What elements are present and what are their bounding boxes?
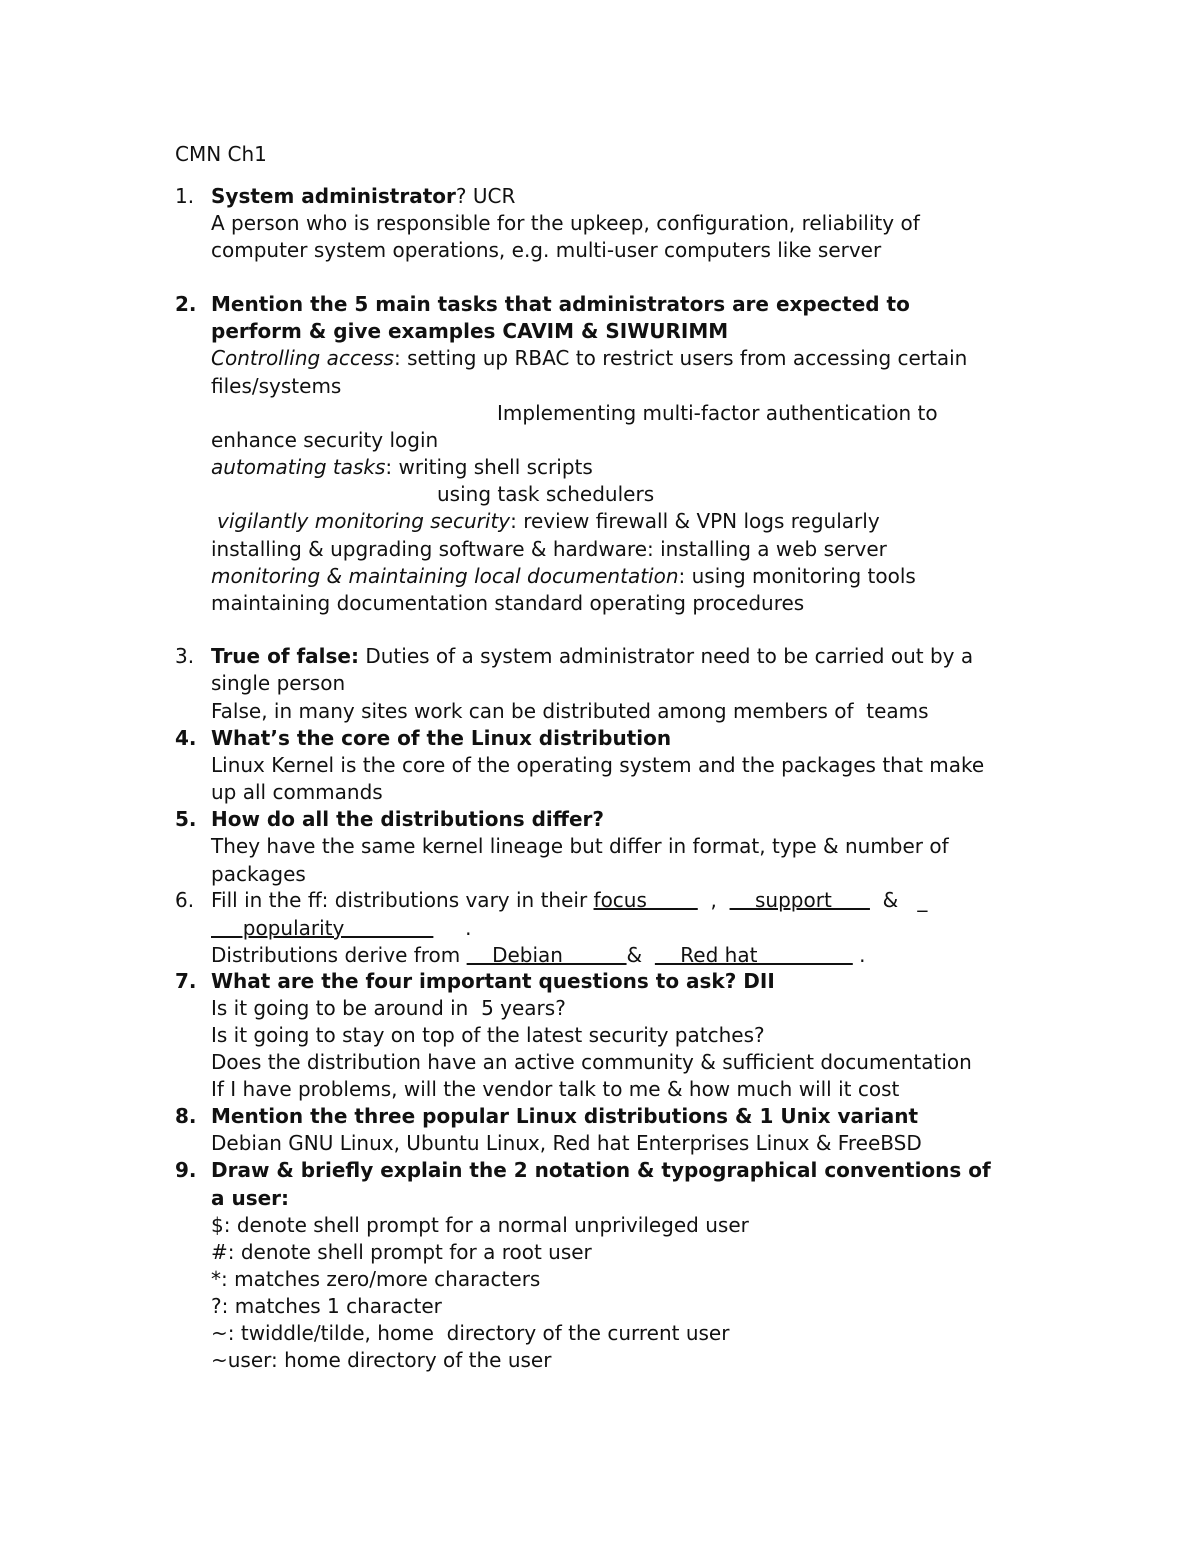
question-tail: ? UCR [455, 184, 516, 208]
item-number: 3. [175, 644, 195, 668]
task-label: monitoring & maintaining local documentation [211, 564, 679, 588]
answer-line: maintaining documentation standard operating procedures [211, 591, 805, 615]
question-8: Mention the three popular Linux distributions & 1 Unix variant [211, 1104, 919, 1128]
answer-line: A person who is responsible for the upkeep, configuration, reliability of [211, 211, 920, 235]
task-label: Controlling access [211, 346, 394, 370]
question-9-line: a user: [211, 1186, 290, 1210]
item-number: 9. [175, 1158, 197, 1182]
fill-in-end: . [852, 943, 866, 967]
fill-in-line [211, 915, 472, 942]
answer-line: $: denote shell prompt for a normal unprivileged user [211, 1213, 749, 1237]
answer-line: Does the distribution have an active community & sufficient documentation [211, 1050, 972, 1074]
item-number: 1. [175, 184, 195, 208]
question-9-line: Draw & briefly explain the 2 notation & typographical conventions of [211, 1158, 991, 1182]
fill-in-blank: Red hat [654, 943, 853, 967]
fill-in-blank: Debian [466, 943, 627, 967]
item-number: 7. [175, 969, 197, 993]
answer-line: up all commands [211, 780, 383, 804]
item-number: 5. [175, 807, 197, 831]
task-label: vigilantly monitoring security [217, 509, 511, 533]
answer-line: files/systems [211, 374, 342, 398]
fill-in-prefix: Distributions derive from [211, 943, 467, 967]
item-number: 6. [175, 888, 195, 912]
answer-line [211, 345, 967, 372]
answer-line: packages [211, 862, 306, 886]
fill-in-separator: , [697, 888, 730, 912]
answer-line: *: matches zero/more characters [211, 1267, 541, 1291]
task-text: : setting up RBAC to restrict users from accessing certain [393, 346, 968, 370]
fill-in-line [211, 942, 866, 969]
answer-line [211, 454, 593, 481]
question-1 [211, 183, 515, 210]
fill-in-separator: & _ [869, 888, 928, 912]
answer-line [211, 563, 916, 590]
answer-line: ~user: home directory of the user [211, 1348, 552, 1372]
answer-line: Implementing multi-factor authentication to [497, 401, 938, 425]
answer-line [217, 508, 880, 535]
answer-line: installing & upgrading software & hardware: installing a web server [211, 537, 887, 561]
document-title: CMN Ch1 [175, 142, 267, 166]
fill-in-line [211, 887, 927, 914]
item-number: 8. [175, 1104, 197, 1128]
fill-in-blank: popularity [211, 916, 434, 940]
question-2-line: perform & give examples CAVIM & SIWURIMM [211, 319, 729, 343]
answer-line: ?: matches 1 character [211, 1294, 442, 1318]
task-text: : review firewall & VPN logs regularly [510, 509, 880, 533]
question-7: What are the four important questions to ask? DII [211, 969, 775, 993]
task-text: : using monitoring tools [678, 564, 916, 588]
answer-line: ~: twiddle/tilde, home directory of the current user [211, 1321, 730, 1345]
question-2-line: Mention the 5 main tasks that administrators are expected to [211, 292, 910, 316]
question-cont: single person [211, 671, 346, 695]
answer-line: #: denote shell prompt for a root user [211, 1240, 592, 1264]
question-tail: Duties of a system administrator need to be carried out by a [359, 644, 974, 668]
fill-in-end: . [433, 916, 472, 940]
fill-in-prefix: Fill in the ff: distributions vary in their [211, 888, 594, 912]
answer-line: Is it going to be around in 5 years? [211, 996, 566, 1020]
answer-line: If I have problems, will the vendor talk to me & how much will it cost [211, 1077, 900, 1101]
question-5: How do all the distributions differ? [211, 807, 605, 831]
item-number: 2. [175, 292, 197, 316]
answer-line: Linux Kernel is the core of the operating system and the packages that make [211, 753, 985, 777]
answer-line: They have the same kernel lineage but differ in format, type & number of [211, 834, 949, 858]
task-label: automating tasks [211, 455, 386, 479]
fill-in-blank: focus [593, 888, 698, 912]
answer-line: Is it going to stay on top of the latest security patches? [211, 1023, 765, 1047]
question-text: True of false: [211, 644, 359, 668]
question-text: System administrator [211, 184, 456, 208]
item-number: 4. [175, 726, 197, 750]
question-3 [211, 643, 973, 670]
question-4: What’s the core of the Linux distribution [211, 726, 672, 750]
answer-line: False, in many sites work can be distributed among members of teams [211, 699, 929, 723]
answer-line: enhance security login [211, 428, 439, 452]
fill-in-blank: support [729, 888, 870, 912]
answer-line: using task schedulers [437, 482, 655, 506]
answer-line: computer system operations, e.g. multi-user computers like server [211, 238, 882, 262]
fill-in-separator: & [626, 943, 643, 967]
task-text: : writing shell scripts [385, 455, 593, 479]
answer-line: Debian GNU Linux, Ubuntu Linux, Red hat Enterprises Linux & FreeBSD [211, 1131, 922, 1155]
